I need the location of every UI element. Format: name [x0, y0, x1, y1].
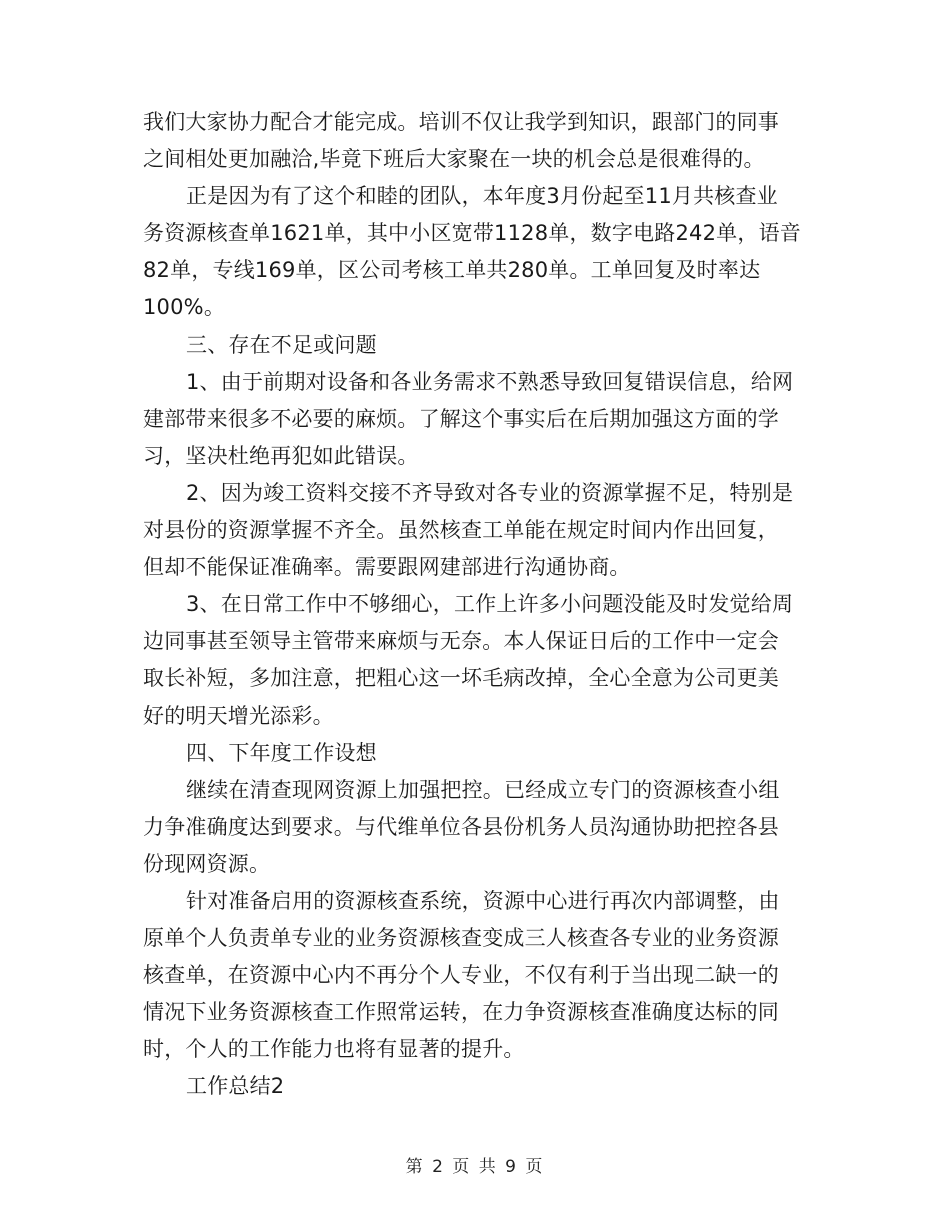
- text-line: 务资源核查单1621单，其中小区宽带1128单，数字电路242单，语音: [143, 221, 801, 246]
- text-line: 100%。: [143, 295, 226, 320]
- text-line: 好的明天增光添彩。: [143, 703, 334, 728]
- text-line: 82单，专线169单，区公司考核工单共280单。工单回复及时率达: [143, 258, 761, 283]
- text-line: 原单个人负责单专业的业务资源核查变成三人核查各专业的业务资源: [143, 926, 779, 951]
- text-line: 取长补短，多加注意，把粗心这一坏毛病改掉，全心全意为公司更美: [143, 666, 779, 691]
- text-line: 继续在清查现网资源上加强把控。已经成立专门的资源核查小组: [186, 777, 780, 802]
- text-line: 力争准确度达到要求。与代维单位各县份机务人员沟通协助把控各县: [143, 814, 779, 839]
- text-line: 建部带来很多不必要的麻烦。了解这个事实后在后期加强这方面的学: [143, 406, 779, 431]
- text-line: 我们大家协力配合才能完成。培训不仅让我学到知识，跟部门的同事: [143, 110, 779, 134]
- text-line: 正是因为有了这个和睦的团队，本年度3月份起至11月共核查业: [186, 184, 778, 209]
- text-line: 份现网资源。: [143, 851, 271, 876]
- text-line: 但却不能保证准确率。需要跟网建部进行沟通协商。: [143, 555, 631, 580]
- text-line: 四、下年度工作设想: [186, 740, 377, 765]
- text-line: 习，坚决杜绝再犯如此错误。: [143, 443, 419, 468]
- text-line: 2、因为竣工资料交接不齐导致对各专业的资源掌握不足，特别是: [186, 480, 794, 505]
- text-line: 之间相处更加融洽,毕竟下班后大家聚在一块的机会总是很难得的。: [143, 147, 765, 172]
- document-body: [143, 104, 813, 1106]
- text-line: 核查单，在资源中心内不再分个人专业，不仅有利于当出现二缺一的: [143, 963, 779, 988]
- text-line: 边同事甚至领导主管带来麻烦与无奈。本人保证日后的工作中一定会: [143, 629, 779, 654]
- text-line: 三、存在不足或问题: [186, 332, 377, 357]
- page-footer: 第 2 页 共 9 页: [405, 1157, 545, 1177]
- text-line: 情况下业务资源核查工作照常运转，在力争资源核查准确度达标的同: [143, 1000, 779, 1025]
- text-line: 针对准备启用的资源核查系统，资源中心进行再次内部调整，由: [186, 888, 780, 913]
- text-line: 3、在日常工作中不够细心，工作上许多小问题没能及时发觉给周: [186, 592, 794, 617]
- text-line: 1、由于前期对设备和各业务需求不熟悉导致回复错误信息，给网: [186, 369, 794, 394]
- text-line: 对县份的资源掌握不齐全。虽然核查工单能在规定时间内作出回复，: [143, 518, 779, 543]
- text-line: 工作总结2: [186, 1074, 285, 1099]
- text-line: 时，个人的工作能力也将有显著的提升。: [143, 1037, 525, 1062]
